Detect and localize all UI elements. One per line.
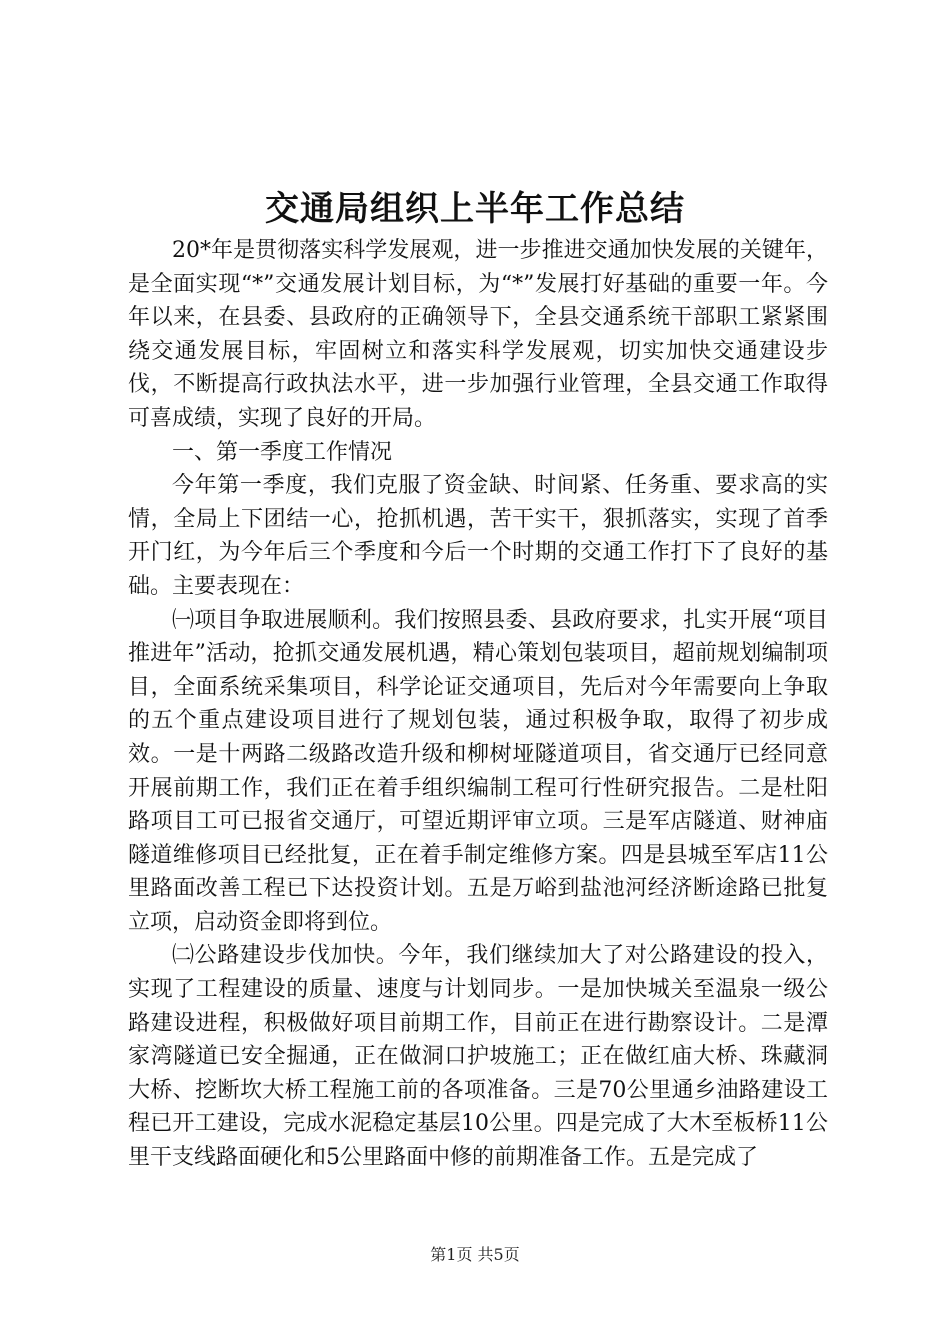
page-footer: 第1页 共5页 <box>430 1245 520 1264</box>
document-body <box>128 234 828 1175</box>
paragraph-road-construction: ㈡公路建设步伐加快。今年，我们继续加大了对公路建设的投入，实现了工程建设的质量、速度与计划同步。一是加快城关至温泉一级公路建设进程，积极做好项目前期工作，目前正在进行勘察设计。二是潭家湾隧道已安全掘通，正在做洞口护坡施工；正在做红庙大桥、珠藏洞大桥、挖断坎大桥工程施工前的各项准备。三是70公里通乡油路建设工程已开工建设，完成水泥稳定基层10公里。四是完成了大木至板桥11公里干支线路面硬化和5公里路面中修的前期准备工作。五是完成了 <box>128 943 828 1171</box>
document-title: 交通局组织上半年工作总结 <box>265 189 685 229</box>
section-heading-first-quarter: 一、第一季度工作情况 <box>172 439 393 465</box>
paragraph-project-progress: ㈠项目争取进展顺利。我们按照县委、县政府要求，扎实开展“项目推进年”活动，抢抓交通发展机遇，精心策划包装项目，超前规划编制项目，全面系统采集项目，科学论证交通项目，先后对今年需要向上争取的五个重点建设项目进行了规划包装，通过积极争取，取得了初步成效。一是十两路二级路改造升级和柳树垭隧道项目，省交通厅已经同意开展前期工作，我们正在着手组织编制工程可行性研究报告。二是杜阳路项目工可已报省交通厅，可望近期评审立项。三是军店隧道、财神庙隧道维修项目已经批复，正在着手制定维修方案。四是县城至军店11公里路面改善工程已下达投资计划。五是万峪到盐池河经济断途路已批复立项，启动资金即将到位。 <box>128 607 828 935</box>
paragraph-first-quarter-summary: 今年第一季度，我们克服了资金缺、时间紧、任务重、要求高的实情，全局上下团结一心，抢抓机遇，苦干实干，狠抓落实，实现了首季开门红，为今年后三个季度和今后一个时期的交通工作打下了良好的基础。主要表现在： <box>128 473 828 599</box>
paragraph-intro: 20*年是贯彻落实科学发展观，进一步推进交通加快发展的关键年，是全面实现“*”交通发展计划目标，为“*”发展打好基础的重要一年。今年以来，在县委、县政府的正确领导下，全县交通系统干部职工紧紧围绕交通发展目标，牢固树立和落实科学发展观，切实加快交通建设步伐，不断提高行政执法水平，进一步加强行业管理，全县交通工作取得可喜成绩，实现了良好的开局。 <box>128 238 828 431</box>
